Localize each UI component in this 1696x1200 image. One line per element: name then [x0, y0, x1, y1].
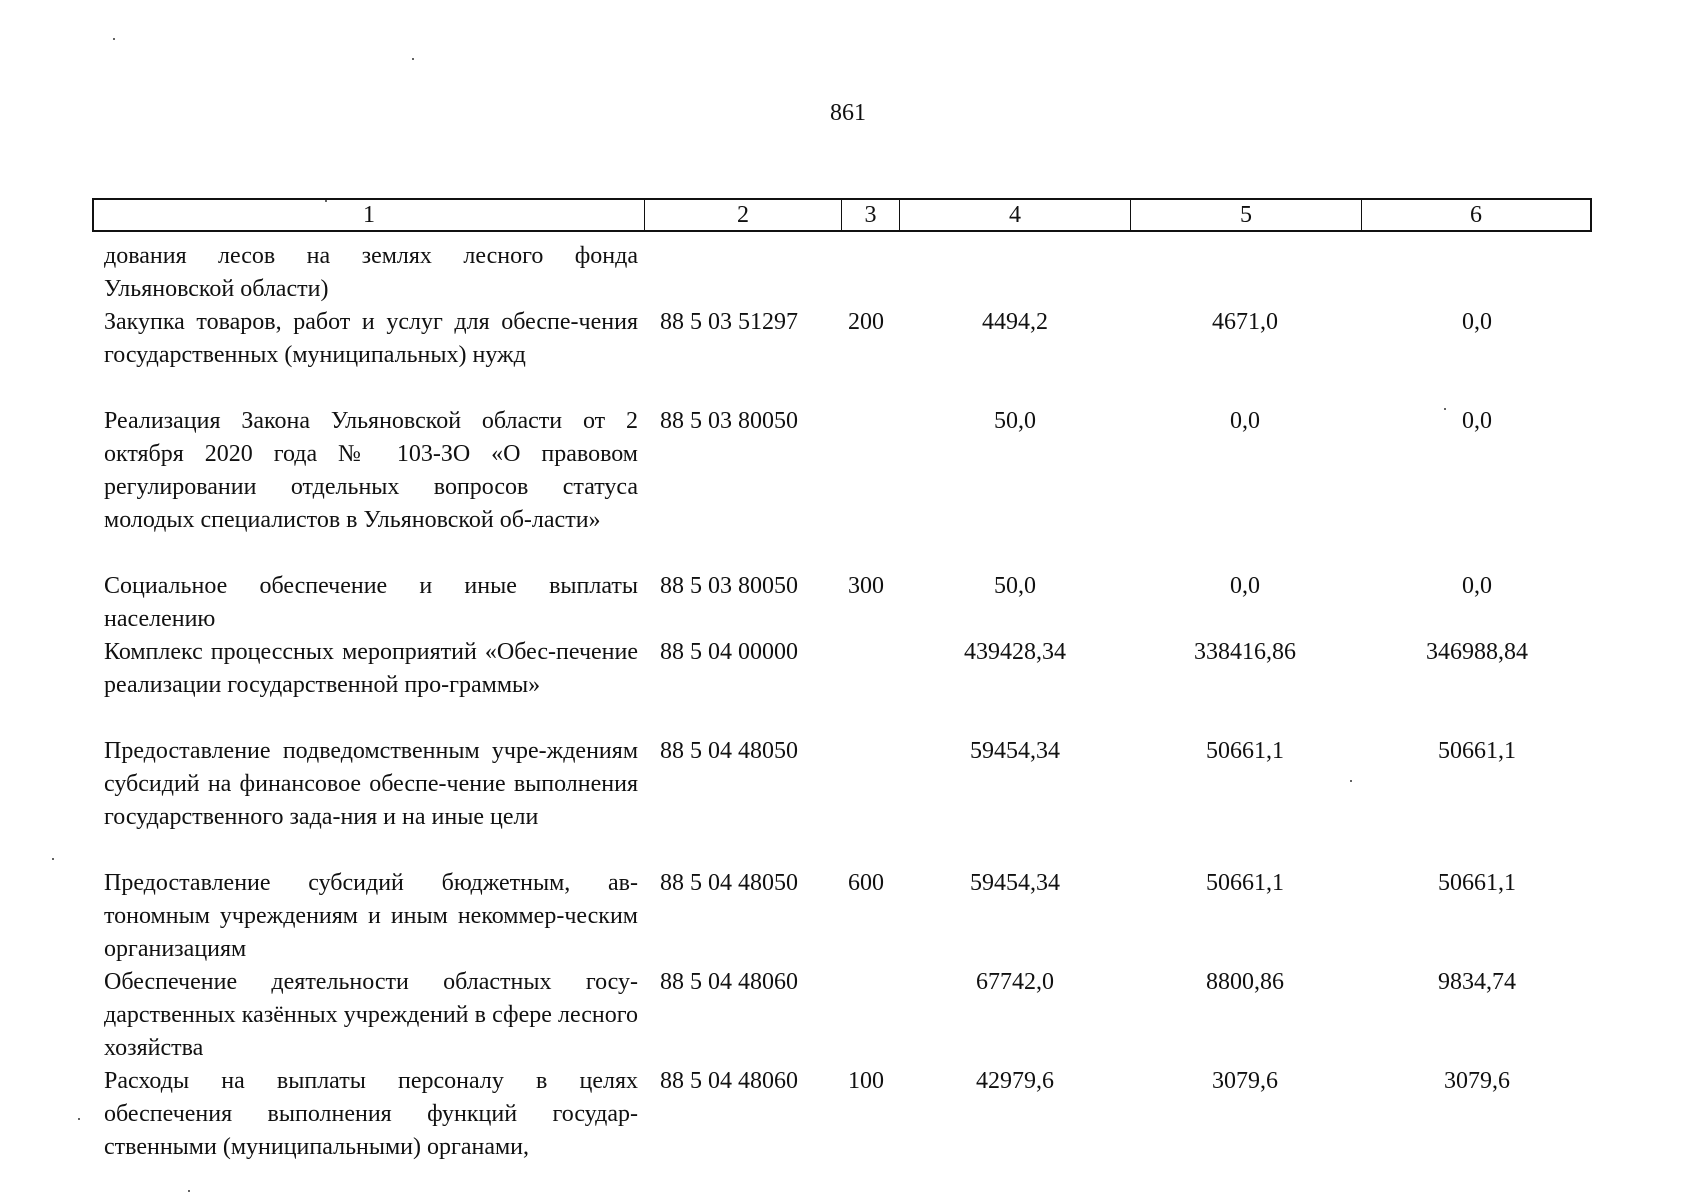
row-value-col6: 50661,1: [1438, 870, 1516, 896]
scan-speck: [1444, 408, 1446, 410]
row-value-col5: 4671,0: [1212, 309, 1278, 335]
row-expense-type: 600: [848, 870, 884, 896]
row-code: 88 5 04 48060: [660, 1068, 798, 1094]
row-value-col5: 338416,86: [1194, 639, 1296, 665]
row-code: 88 5 04 48060: [660, 969, 798, 995]
row-code: 88 5 03 80050: [660, 573, 798, 599]
row-value-col6: 0,0: [1462, 408, 1492, 434]
row-value-col4: 67742,0: [976, 969, 1054, 995]
row-description: Расходы на выплаты персоналу в целях обеспечения выполнения функций государ-ственными (муниципальными) органами,: [104, 1068, 638, 1160]
row-value-col5: 8800,86: [1206, 969, 1284, 995]
row-value-col4: 59454,34: [970, 738, 1060, 764]
row-expense-type: 100: [848, 1068, 884, 1094]
row-expense-type: 300: [848, 573, 884, 599]
row-code: 88 5 04 48050: [660, 738, 798, 764]
row-value-col6: 0,0: [1462, 309, 1492, 335]
row-description: Комплекс процессных мероприятий «Обес-печение реализации государственной про-граммы»: [104, 639, 638, 698]
scan-speck: [78, 1118, 80, 1120]
row-description: Закупка товаров, работ и услуг для обеспе-чения государственных (муниципальных) нужд: [104, 309, 638, 368]
row-expense-type: 200: [848, 309, 884, 335]
header-col-5: 5: [1131, 200, 1362, 230]
scan-speck: [188, 1190, 190, 1192]
row-description: Предоставление подведомственным учре-ждениям субсидий на финансовое обеспе-чение выполнения государственного зада-ния и на иные цели: [104, 738, 638, 830]
row-code: 88 5 04 00000: [660, 639, 798, 665]
row-description: Реализация Закона Ульяновской области от 2 октября 2020 года № 103-ЗО «О правовом регулировании отдельных вопросов статуса молодых специалистов в Ульяновской об-ласти»: [104, 408, 638, 533]
row-value-col5: 50661,1: [1206, 738, 1284, 764]
table-header: [92, 198, 1592, 232]
row-description: Социальное обеспечение и иные выплаты населению: [104, 573, 638, 632]
row-description: дования лесов на землях лесного фонда Ульяновской области): [104, 243, 638, 302]
row-value-col4: 50,0: [994, 408, 1036, 434]
row-value-col4: 59454,34: [970, 870, 1060, 896]
row-value-col5: 0,0: [1230, 573, 1260, 599]
row-description: Обеспечение деятельности областных госу-дарственных казённых учреждений в сфере лесного хозяйства: [104, 969, 638, 1061]
scan-speck: [113, 38, 115, 40]
row-value-col4: 439428,34: [964, 639, 1066, 665]
scan-speck: [1350, 780, 1352, 782]
row-value-col6: 9834,74: [1438, 969, 1516, 995]
header-col-2: 2: [645, 200, 842, 230]
header-col-6: 6: [1470, 201, 1482, 228]
row-code: 88 5 03 80050: [660, 408, 798, 434]
row-value-col5: 50661,1: [1206, 870, 1284, 896]
row-code: 88 5 03 51297: [660, 309, 798, 335]
row-value-col4: 50,0: [994, 573, 1036, 599]
row-description: Предоставление субсидий бюджетным, ав-тономным учреждениям и иным некоммер-ческим организациям: [104, 870, 638, 962]
row-value-col4: 4494,2: [982, 309, 1048, 335]
row-value-col6: 346988,84: [1426, 639, 1528, 665]
header-col-4: 4: [900, 200, 1131, 230]
header-col-1: 1: [94, 200, 645, 230]
row-value-col4: 42979,6: [976, 1068, 1054, 1094]
scan-speck: [52, 858, 54, 860]
row-code: 88 5 04 48050: [660, 870, 798, 896]
row-value-col5: 3079,6: [1212, 1068, 1278, 1094]
scan-speck: [325, 200, 327, 202]
row-value-col5: 0,0: [1230, 408, 1260, 434]
header-col-3: 3: [842, 200, 900, 230]
page-number: 861: [830, 100, 866, 126]
row-value-col6: 0,0: [1462, 573, 1492, 599]
row-value-col6: 3079,6: [1444, 1068, 1510, 1094]
scan-speck: [412, 58, 414, 60]
row-value-col6: 50661,1: [1438, 738, 1516, 764]
